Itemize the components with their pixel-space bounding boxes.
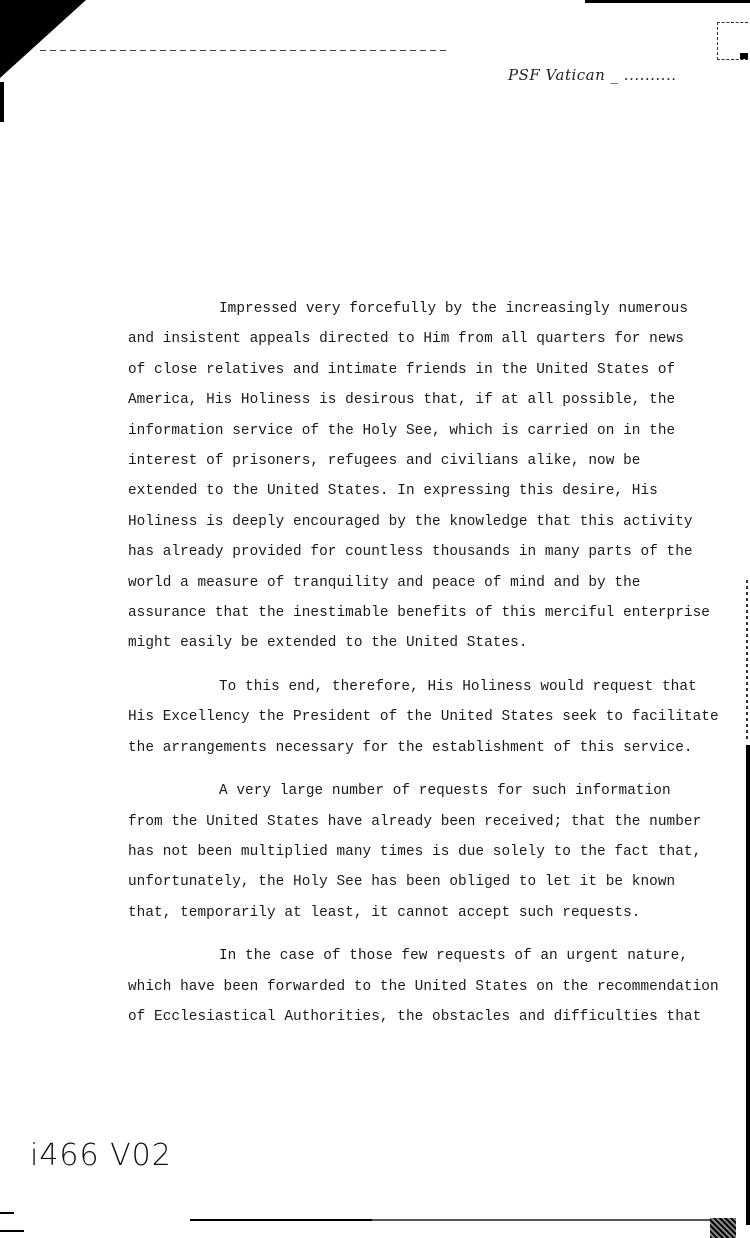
bottom-edge-rule [190,1219,710,1221]
bottom-left-mark [0,1230,24,1232]
paragraph-2 [128,672,738,763]
text-line: has not been multiplied many times is due solely to the fact that, [128,843,702,860]
right-margin-dotted-mark [746,580,748,740]
text-line: His Excellency the President of the United States seek to facilitate [128,709,719,726]
left-edge-mark [0,82,4,122]
handwritten-reference-number: i466 V02 [30,1138,172,1173]
text-line: Holiness is deeply encouraged by the knowledge that this activity [128,513,693,530]
text-line: A very large number of requests for such information [219,783,671,800]
text-line: world a measure of tranquility and peace of mind and by the [128,574,641,591]
text-line: To this end, therefore, His Holiness would request that [219,678,697,695]
corner-stamp-box [717,22,748,60]
text-line: which have been forwarded to the United States on the recommendation [128,978,719,995]
text-line: has already provided for countless thousands in many parts of the [128,544,693,561]
text-line: that, temporarily at least, it cannot accept such requests. [128,904,641,921]
text-line: In the case of those few requests of an urgent nature, [219,948,689,965]
text-line: of Ecclesiastical Authorities, the obstacles and difficulties that [128,1008,702,1025]
top-faint-rule [40,50,450,51]
text-line: unfortunately, the Holy See has been obliged to let it be known [128,874,676,891]
text-line: interest of prisoners, refugees and civilians alike, now be [128,453,641,470]
text-line: and insistent appeals directed to Him from all quarters for news [128,331,684,348]
text-line: of close relatives and intimate friends in the United States of [128,361,676,378]
text-line: Impressed very forcefully by the increasingly numerous [219,301,689,317]
text-line: extended to the United States. In expressing this desire, His [128,483,658,500]
folded-corner-shadow [0,0,86,78]
top-edge-bar [585,0,750,3]
paragraph-1 [128,294,738,659]
text-line: America, His Holiness is desirous that, if at all possible, the [128,392,676,409]
letter-body [128,294,738,1032]
bottom-right-corner-smudge [710,1218,736,1238]
text-line: information service of the Holy See, which is carried on in the [128,422,676,439]
text-line: assurance that the inestimable benefits of this merciful enterprise [128,605,710,622]
text-line: might easily be extended to the United States. [128,635,528,652]
right-edge-shadow [746,745,750,1225]
archive-annotation: PSF Vatican _ .......... [508,66,677,84]
text-line: the arrangements necessary for the establishment of this service. [128,739,693,756]
paragraph-4 [128,941,738,1032]
paragraph-3 [128,776,738,928]
bottom-left-mark [0,1212,14,1214]
text-line: from the United States have already been received; that the number [128,813,702,830]
